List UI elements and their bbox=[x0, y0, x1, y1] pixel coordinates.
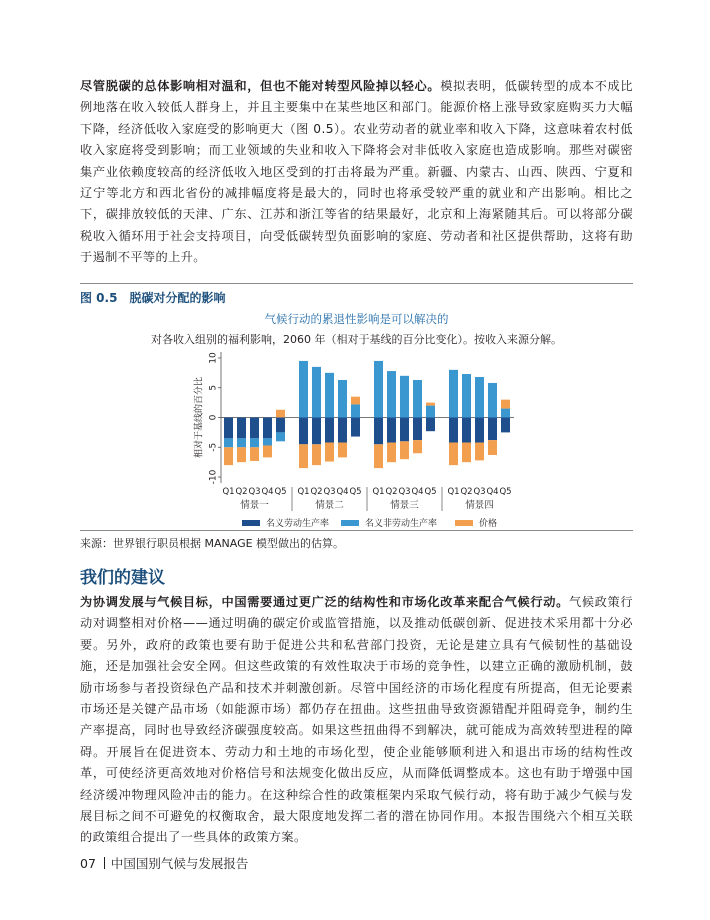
bar-情景一-Q5-名义劳动生产率 bbox=[276, 418, 285, 433]
x-tick-label: Q3 bbox=[323, 487, 336, 497]
paragraph-1-lead: 尽管脱碳的总体影响相对温和，但也不能对转型风险掉以轻心。 bbox=[80, 79, 441, 93]
figure-label bbox=[80, 289, 225, 306]
bar-情景四-Q1-名义劳动生产率 bbox=[449, 418, 458, 443]
bar-情景二-Q1-价格 bbox=[299, 444, 308, 468]
bar-情景三-Q3-价格 bbox=[400, 441, 409, 459]
y-tick-label: -5 bbox=[208, 442, 219, 452]
bar-情景一-Q1-名义非劳动生产率 bbox=[224, 438, 233, 447]
x-tick-label: Q5 bbox=[274, 487, 287, 497]
bar-情景一-Q3-名义非劳动生产率 bbox=[250, 438, 259, 447]
bar-情景三-Q4-名义非劳动生产率 bbox=[413, 380, 422, 418]
bar-情景四-Q4-名义劳动生产率 bbox=[488, 418, 497, 441]
x-tick-label: Q2 bbox=[385, 487, 398, 497]
x-tick-label: Q4 bbox=[486, 487, 499, 497]
figure-top-rule bbox=[80, 283, 633, 284]
bar-情景四-Q3-名义非劳动生产率 bbox=[475, 377, 484, 417]
x-tick-label: Q4 bbox=[411, 487, 424, 497]
footer-title: 中国国别气候与发展报告 bbox=[110, 856, 249, 871]
bar-情景二-Q1-名义非劳动生产率 bbox=[299, 361, 308, 418]
page-footer bbox=[80, 854, 248, 872]
bar-情景一-Q5-价格 bbox=[276, 410, 285, 418]
figure-number: 图 0.5 bbox=[80, 291, 118, 305]
x-tick-label: Q2 bbox=[460, 487, 473, 497]
paragraph-2-text: 气候政策行动对调整相对价格——通过明确的碳定价或监管措施，以及推动低碳创新、促进技术采用都十分必要。另外，政府的政策也要有助于促进公共和私营部门投资，无论是建立具有气候韧性的基础设施，还是加强社会安全网。但这些政策的有效性取决于市场的竞争性，以建立正确的激励机制，鼓励市场参与者投资绿色产品和技术并刺激创新。尽管中国经济的市场化程度有所提高，但无论要素市场还是关键产品市场（如能源市场）都仍存在扭曲。这些扭曲导致资源错配并阻碍竞争，制约生产率提高，同时也导致经济碳强度较高。如果这些扭曲得不到解决，就可能成为高效转型进程的障碍。开展旨在促进资本、劳动力和土地的市场化型，使企业能够顺利进入和退出市场的结构性改革，可使经济更高效地对价格信号和法规变化做出反应，从而降低调整成本。这也有助于增强中国经济缓冲物理风险冲击的能力。在这种综合性的政策框架内采取气候行动，将有助于减少气候与发展目标之间不可避免的权衡取舍，最大限度地发挥二者的潜在协同作用。本报告围绕六个相互关联的政策组合提出了一些具体的政策方案。 bbox=[80, 595, 634, 845]
x-tick-label: Q1 bbox=[447, 487, 460, 497]
x-tick-label: Q3 bbox=[473, 487, 486, 497]
bar-情景三-Q5-名义劳动生产率 bbox=[426, 418, 435, 432]
bar-情景二-Q5-价格 bbox=[351, 397, 360, 405]
bar-情景一-Q4-价格 bbox=[263, 445, 272, 457]
legend-label: 名义非劳动生产率 bbox=[365, 519, 438, 529]
bar-情景四-Q5-价格 bbox=[501, 400, 510, 409]
bar-情景三-Q2-名义劳动生产率 bbox=[387, 418, 396, 443]
bar-情景三-Q5-名义非劳动生产率 bbox=[426, 406, 435, 418]
x-tick-label: Q1 bbox=[372, 487, 385, 497]
bar-情景一-Q2-价格 bbox=[237, 447, 246, 462]
x-tick-label: Q4 bbox=[261, 487, 274, 497]
bar-情景四-Q2-名义非劳动生产率 bbox=[462, 374, 471, 417]
bar-情景二-Q5-名义非劳动生产率 bbox=[351, 404, 360, 417]
bar-情景二-Q2-名义劳动生产率 bbox=[312, 418, 321, 445]
bar-情景三-Q2-名义非劳动生产率 bbox=[387, 371, 396, 417]
bar-情景一-Q5-名义非劳动生产率 bbox=[276, 432, 285, 441]
stacked-bar-chart bbox=[190, 346, 530, 531]
y-axis-label: 相对于基线的百分比 bbox=[194, 376, 205, 459]
legend-label: 名义劳动生产率 bbox=[266, 519, 330, 529]
x-tick-label: Q5 bbox=[349, 487, 362, 497]
y-tick-label: -10 bbox=[208, 469, 219, 485]
bar-情景四-Q2-名义劳动生产率 bbox=[462, 418, 471, 443]
bar-情景一-Q4-名义非劳动生产率 bbox=[263, 438, 272, 445]
bar-情景四-Q5-名义非劳动生产率 bbox=[501, 409, 510, 418]
bar-情景四-Q5-名义劳动生产率 bbox=[501, 418, 510, 433]
bar-情景四-Q1-价格 bbox=[449, 443, 458, 466]
bar-情景二-Q3-价格 bbox=[325, 443, 334, 462]
chart-labels bbox=[222, 487, 511, 511]
bar-情景二-Q2-名义非劳动生产率 bbox=[312, 367, 321, 418]
bar-情景一-Q3-价格 bbox=[250, 447, 259, 461]
y-tick-label: 5 bbox=[208, 384, 219, 391]
x-tick-label: Q2 bbox=[235, 487, 248, 497]
bar-情景二-Q4-价格 bbox=[338, 443, 347, 458]
bar-情景四-Q3-名义劳动生产率 bbox=[475, 418, 484, 443]
x-tick-label: Q1 bbox=[222, 487, 235, 497]
group-label: 情景二 bbox=[315, 500, 344, 511]
bar-情景一-Q3-名义劳动生产率 bbox=[250, 418, 259, 439]
group-label: 情景三 bbox=[390, 500, 419, 511]
bar-情景一-Q2-名义非劳动生产率 bbox=[237, 438, 246, 447]
figure-source: 来源：世界银行职员根据 MANAGE 模型做出的估算。 bbox=[80, 537, 345, 550]
x-tick-label: Q2 bbox=[310, 487, 323, 497]
bar-情景三-Q4-价格 bbox=[413, 440, 422, 453]
chart-title: 气候行动的累退性影响是可以解决的 bbox=[264, 312, 449, 326]
figure-title: 脱碳对分配的影响 bbox=[129, 291, 226, 305]
bar-情景二-Q1-名义劳动生产率 bbox=[299, 418, 308, 445]
body-paragraph-2 bbox=[80, 592, 633, 849]
bar-情景四-Q4-名义非劳动生产率 bbox=[488, 383, 497, 418]
bar-情景三-Q5-价格 bbox=[426, 403, 435, 406]
chart-legend bbox=[242, 517, 497, 529]
bar-情景一-Q1-名义劳动生产率 bbox=[224, 418, 233, 439]
chart-subtitle: 对各收入组别的福利影响，2060 年（相对于基线的百分比变化）。按收入来源分解。 bbox=[151, 333, 562, 346]
y-tick-label: 10 bbox=[208, 352, 219, 364]
bar-情景三-Q1-名义劳动生产率 bbox=[374, 418, 383, 445]
bar-情景三-Q3-名义劳动生产率 bbox=[400, 418, 409, 442]
x-tick-label: Q3 bbox=[398, 487, 411, 497]
bar-情景四-Q3-价格 bbox=[475, 443, 484, 461]
bar-情景四-Q2-价格 bbox=[462, 443, 471, 463]
bar-情景一-Q2-名义劳动生产率 bbox=[237, 418, 246, 439]
body-paragraph-1 bbox=[80, 76, 633, 269]
bar-情景四-Q4-价格 bbox=[488, 440, 497, 455]
bar-情景二-Q2-价格 bbox=[312, 444, 321, 465]
bar-情景四-Q1-名义非劳动生产率 bbox=[449, 370, 458, 418]
x-tick-label: Q5 bbox=[499, 487, 512, 497]
legend-label: 价格 bbox=[479, 519, 498, 529]
legend-swatch bbox=[455, 520, 473, 526]
bar-情景三-Q4-名义劳动生产率 bbox=[413, 418, 422, 441]
bar-情景二-Q3-名义劳动生产率 bbox=[325, 418, 334, 443]
bar-情景一-Q1-价格 bbox=[224, 447, 233, 465]
bar-情景二-Q4-名义非劳动生产率 bbox=[338, 380, 347, 418]
bar-情景二-Q3-名义非劳动生产率 bbox=[325, 373, 334, 418]
paragraph-2-lead: 为协调发展与气候目标，中国需要通过更广泛的结构性和市场化改革来配合气候行动。 bbox=[80, 595, 569, 609]
page-number: 07 bbox=[80, 856, 96, 871]
bar-情景三-Q3-名义非劳动生产率 bbox=[400, 376, 409, 418]
x-tick-label: Q1 bbox=[297, 487, 310, 497]
legend-swatch bbox=[242, 520, 260, 526]
x-tick-label: Q5 bbox=[424, 487, 437, 497]
bar-情景一-Q4-名义劳动生产率 bbox=[263, 418, 272, 439]
group-label: 情景一 bbox=[240, 500, 269, 511]
legend-swatch bbox=[341, 520, 359, 526]
bar-情景三-Q1-价格 bbox=[374, 444, 383, 468]
bar-情景三-Q1-名义非劳动生产率 bbox=[374, 361, 383, 418]
section-heading: 我们的建议 bbox=[80, 568, 165, 588]
group-label: 情景四 bbox=[465, 500, 494, 511]
bar-情景二-Q4-名义劳动生产率 bbox=[338, 418, 347, 443]
y-tick-label: 0 bbox=[208, 414, 219, 421]
bar-情景二-Q5-名义劳动生产率 bbox=[351, 418, 360, 437]
bar-情景三-Q2-价格 bbox=[387, 443, 396, 463]
x-tick-label: Q4 bbox=[336, 487, 349, 497]
figure-bottom-rule bbox=[80, 530, 633, 531]
x-tick-label: Q3 bbox=[248, 487, 261, 497]
footer-divider bbox=[104, 857, 105, 869]
chart-bars bbox=[224, 361, 510, 468]
paragraph-1-text: 模拟表明，低碳转型的成本不成比例地落在收入较低人群身上，并且主要集中在某些地区和部门。能源价格上涨导致家庭购买力大幅下降，经济低收入家庭受的影响更大（图 0.5）。农业劳动者的就业率和收入下降，这意味着农村低收入家庭将受到影响；而工业领域的失业和收入下降将会对非低收入家庭也造成影响。那些对碳密集产业依赖度较高的经济低收入地区受到的打击将最为严重。新疆、内蒙古、山西、陕西、宁夏和辽宁等北方和西北省份的减排幅度将是最大的，同时也将承受较严重的就业和产出影响。相比之下，碳排放较低的天津、广东、江苏和浙江等省的结果最好，北京和上海紧随其后。可以将部分碳税收入循环用于社会支持项目，向受低碳转型负面影响的家庭、劳动者和社区提供帮助，这将有助于遏制不平等的上升。 bbox=[80, 79, 634, 265]
